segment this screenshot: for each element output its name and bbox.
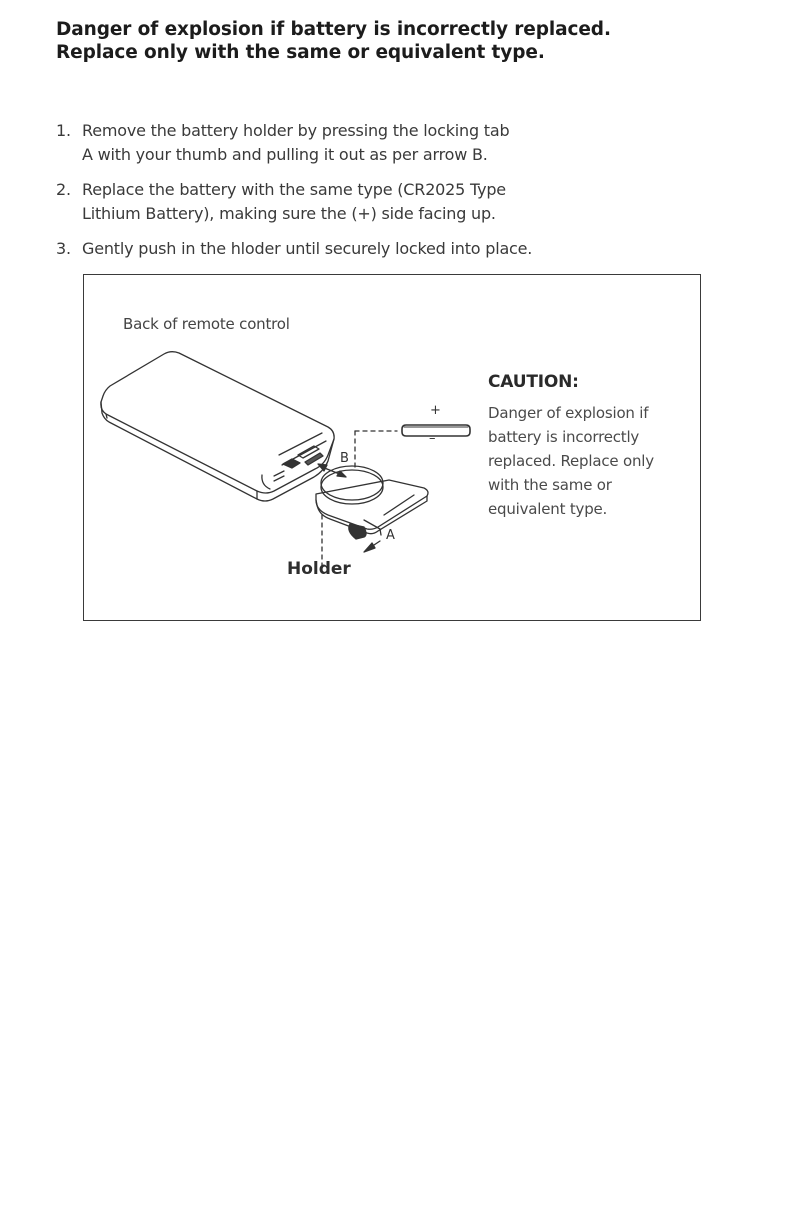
figure-caption: Back of remote control [123, 315, 290, 333]
label-b: B [340, 451, 349, 466]
battery-diagram [83, 274, 701, 621]
step-text: A with your thumb and pulling it out as per arrow B. [82, 145, 488, 164]
minus-sign: – [429, 431, 436, 446]
push-arrow-a [364, 541, 380, 552]
step-text: Replace the battery with the same type (CR2025 Type [82, 180, 506, 199]
remote-control-body [101, 352, 334, 501]
caution-line: Danger of explosion if [488, 404, 649, 422]
step-number: 3. [56, 239, 71, 258]
step-number: 2. [56, 180, 71, 199]
battery-holder-tray [316, 480, 428, 539]
explosion-warning [56, 18, 611, 64]
caution-line: with the same or [488, 476, 612, 494]
caution-line: battery is incorrectly [488, 428, 640, 446]
label-a: A [386, 528, 395, 543]
step-number: 1. [56, 121, 71, 140]
step-text: Remove the battery holder by pressing the locking tab [82, 121, 510, 140]
holder-label: Holder [287, 559, 351, 579]
caution-note [488, 372, 654, 521]
warning-line-1: Danger of explosion if battery is incorrectly replaced. [56, 19, 611, 40]
caution-title: CAUTION: [488, 372, 579, 392]
caution-line: equivalent type. [488, 500, 608, 518]
caution-text [488, 401, 654, 521]
battery-side-view [402, 425, 470, 436]
warning-line-2: Replace only with the same or equivalent type. [56, 42, 545, 63]
caution-line: replaced. Replace only [488, 452, 654, 470]
plus-sign: + [430, 403, 441, 418]
coin-battery [321, 466, 383, 504]
step-text: Lithium Battery), making sure the (+) side facing up. [82, 204, 496, 223]
step-1 [56, 119, 676, 167]
step-2 [56, 178, 676, 226]
replacement-steps [56, 119, 676, 272]
guide-lines [322, 431, 397, 565]
step-text: Gently push in the hloder until securely locked into place. [82, 239, 533, 258]
step-3 [56, 237, 676, 261]
